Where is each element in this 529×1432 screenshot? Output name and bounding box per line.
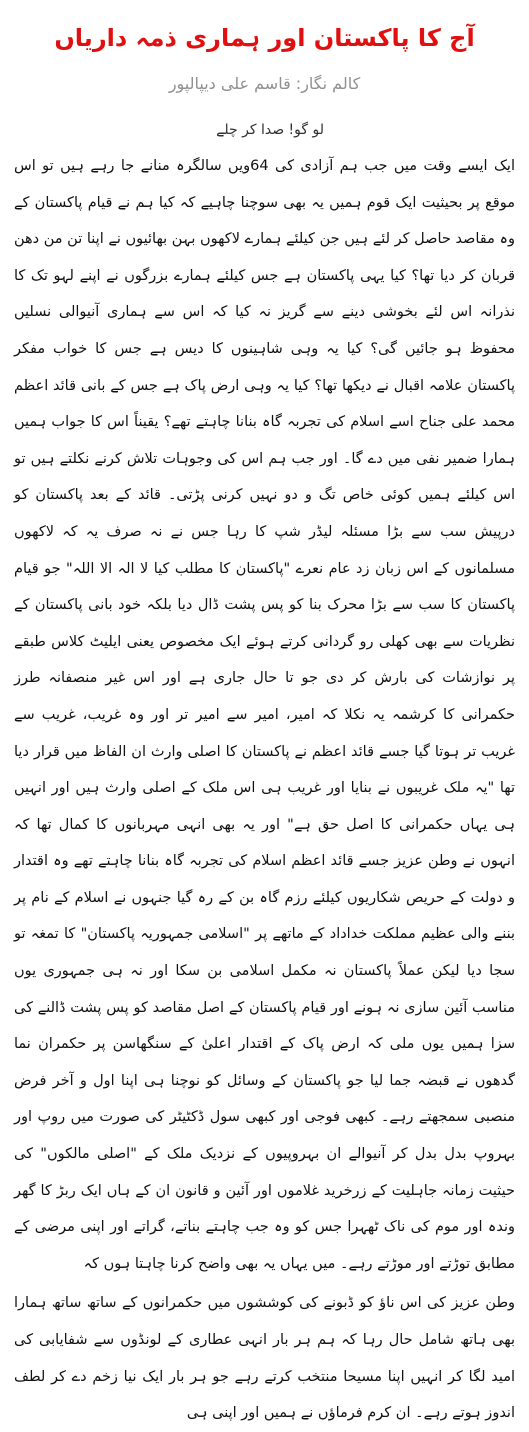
article-title: آج کا پاکستان اور ہماری ذمہ داریاں xyxy=(54,24,475,52)
article-paragraph: وطن عزیز کی اس ناؤ کو ڈبونے کی کوششوں میں حکمرانوں کے ساتھ ساتھ ہمارا بھی ہاتھ شامل حال رہا کہ ہم ہر بار انہی عطاری کے لونڈوں سے شفایابی کی امید لگا کر انہیں اپنا مسیحا منتخب کرتے رہے جو ہر بار ایک نیا زخم دے کر لطف اندوز ہوتے رہے۔ ان کرم فرماؤں نے ہمیں اور اپنی ہی xyxy=(14,1295,515,1422)
article-paragraph: ایک ایسے وقت میں جب ہم آزادی کی 64ویں سالگرہ منانے جا رہے ہیں تو اس موقع پر بحیثیت ایک قوم ہمیں یہ بھی سوچنا چاہیے کہ کیا ہم نے قیام پاکستان کے وہ مقاصد حاصل کر لئے ہیں جن کیلئے ہمارے لاکھوں بہن بھائیوں نے اپنا تن من دھن قربان کر دیا تھا؟ کیا یہی پاکستان ہے جس کیلئے ہمارے بزرگوں نے اپنے لہو تک کا نذرانہ اس لئے بخوشی دینے سے گریز نہ کیا کہ اس سے ہماری آنیوالی نسلیں محفوظ ہو جائیں گی؟ کیا یہ وہی شاہینوں کا دیس ہے جس کا خواب مفکر پاکستان علامہ اقبال نے دیکھا تھا؟ کیا یہ وہی ارض پاک ہے جس کے بانی قائد اعظم محمد علی جناح اسے اسلام کی تجربہ گاہ بنانا چاہتے تھے؟ یقیناً اس کا جواب ہمیں ہمارا ضمیر نفی میں دے گا۔ اور جب ہم اس کی وجوہات تلاش کرنے نکلتے ہیں تو اس کیلئے ہمیں کوئی خاص تگ و دو نہیں کرنی پڑتی۔ قائد کے بعد پاکستان کو درپیش سب سے بڑا مسئلہ لیڈر شپ کا رہا جس نے نہ صرف یہ کہ لاکھوں مسلمانوں کے اس زبان زد عام نعرے "پاکستان کا مطلب کیا لا الہ الا اللہ" جو قیام پاکستان کا سب سے بڑا محرک بنا کو پس پشت ڈال دیا بلکہ خود بانی پاکستان کے نظریات سے بھی کھلی رو گردانی کرتے ہوئے ایک مخصوص یعنی ایلیٹ کلاس طبقے پر نوازشات کی بارش کر دی جو تا حال جاری ہے اور اس غیر منصفانہ طرز حکمرانی کا کرشمہ یہ نکلا کہ امیر، امیر سے امیر تر اور وہ غریب، غریب سے غریب تر ہوتا گیا جسے قائد اعظم نے پاکستان کا اصلی وارث ان الفاظ میں قرار دیا تھا "یہ ملک غریبوں نے بنایا اور غریب ہی اس ملک کے اصلی وارث ہیں اور انہیں ہی یہاں حکمرانی کا اصل حق ہے" اور یہ بھی انہی مہربانوں کا کمال تھا کہ انہوں نے وطن عزیز جسے قائد اعظم اسلام کی تجربہ گاہ بنانا چاہتے تھے وہ اقتدار و دولت کے حریص شکاریوں کیلئے رزم گاہ بن کے رہ گیا جنہوں نے اسلام کے نام پر بننے والی عظیم مملکت خداداد کے ماتھے پر "اسلامی جمہوریہ پاکستان" کا تمغہ تو سجا دیا لیکن عملاً پاکستان نہ مکمل اسلامی بن سکا اور نہ ہی جمہوری یوں مناسب آئین سازی نہ ہونے اور قیام پاکستان کے اصل مقاصد کو پس پشت ڈالنے کی سزا ہمیں یوں ملی کہ ارض پاک کے اقتدار اعلیٰ کے سنگھاسن پر حکمران نما گدھوں نے قبضہ جما لیا جو پاکستان کے وسائل کو نوچنا ہی اپنا اول و آخر فرض منصبی سمجھتے رہے۔ کبھی فوجی اور کبھی سول ڈکٹیٹر کی صورت میں روپ اور بہروپ بدل بدل کر آنیوالے ان بہروپیوں کے نزدیک ملک کے "اصلی مالکوں" کی حیثیت زمانہ جاہلیت کے زرخرید غلاموں اور آئین و قانون ان کے ہاں ایک ربڑ کا گھر وندہ اور موم کی ناک ٹھہرا جس کو وہ جب چاہتے بناتے، گراتے اور اپنی مرضی کے مطابق توڑتے اور موڑتے رہے۔ میں یہاں یہ بھی واضح کرنا چاہتا ہوں کہ xyxy=(14,158,516,1272)
columnist-byline: کالم نگار: قاسم علی دیپالپور xyxy=(168,74,361,93)
article-body xyxy=(14,148,515,1432)
column-tagline: لو گو! صدا کر چلے xyxy=(216,122,324,138)
